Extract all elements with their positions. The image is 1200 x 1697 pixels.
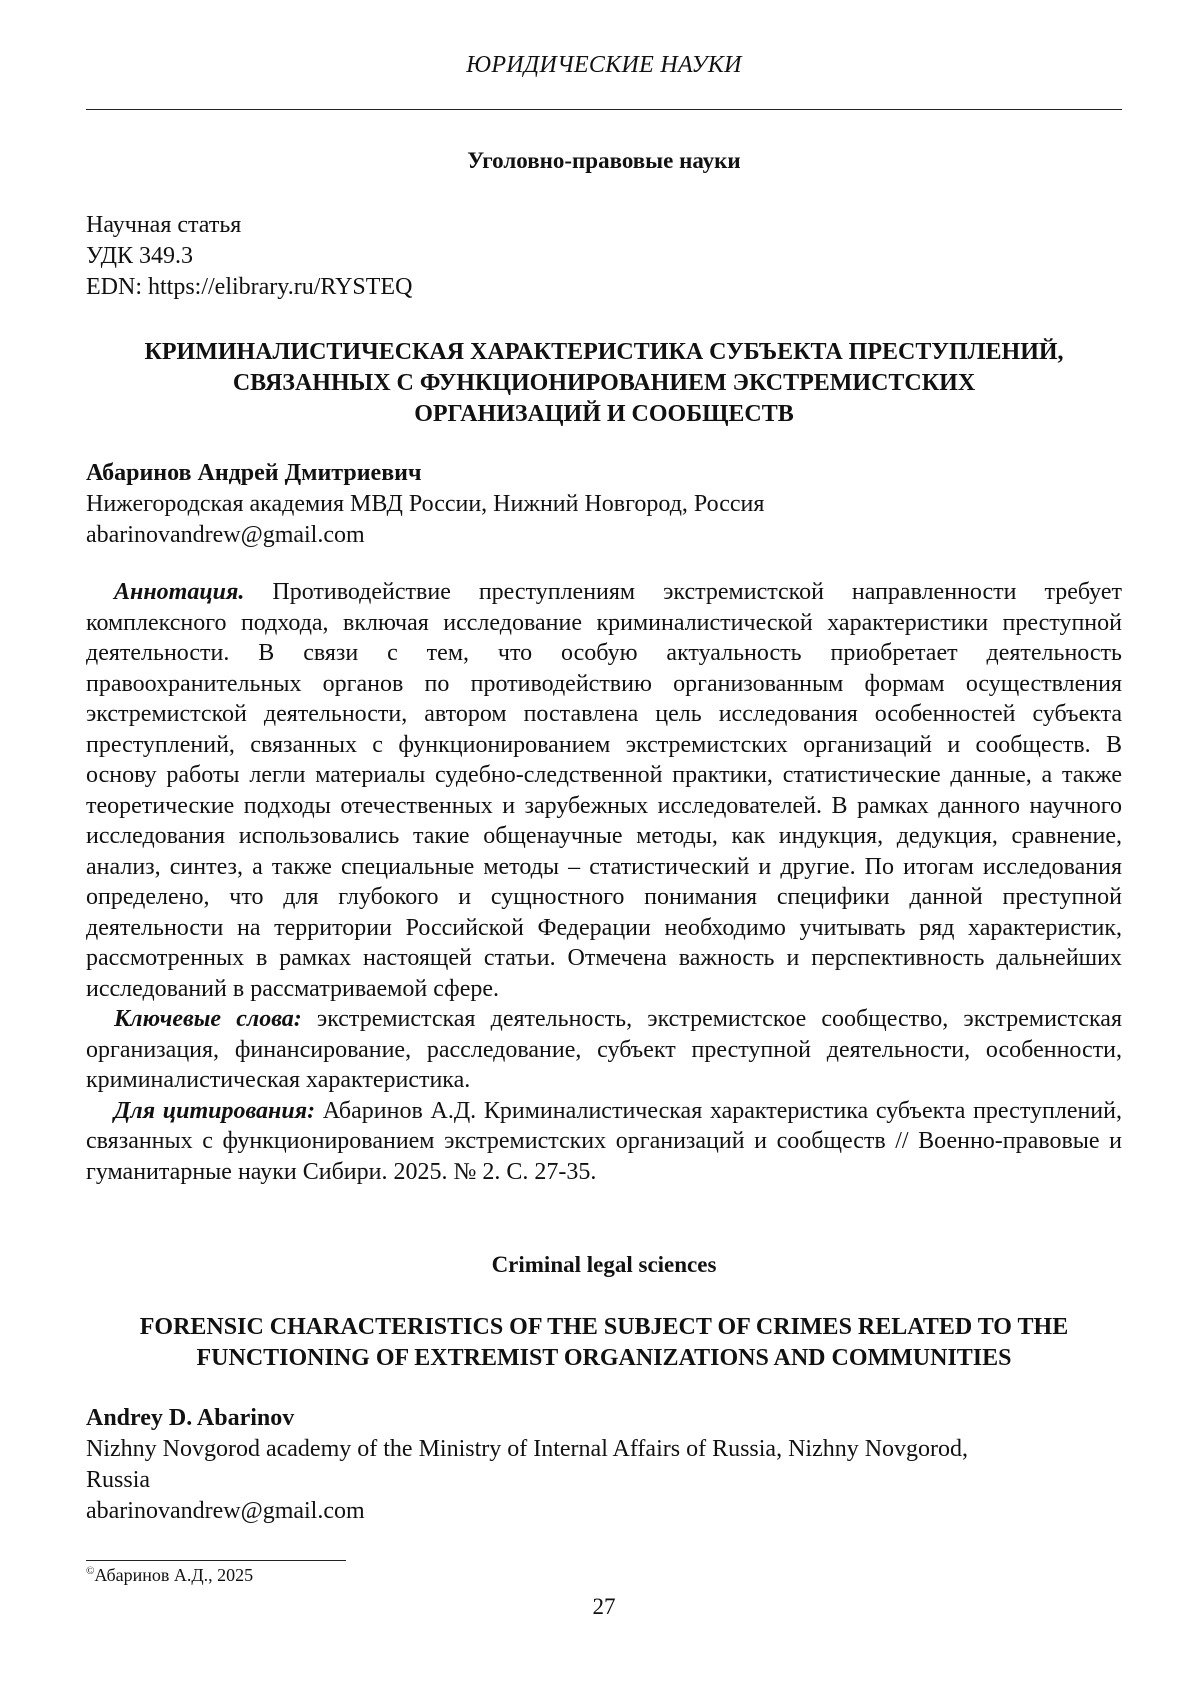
article-udc: УДК 349.3 xyxy=(86,243,193,269)
section-heading-en: Criminal legal sciences xyxy=(491,1252,717,1277)
copyright-mark: © xyxy=(86,1565,95,1577)
author-email: abarinovandrew@gmail.com xyxy=(86,522,365,548)
abstract-label: Аннотация. xyxy=(114,579,245,605)
article-meta xyxy=(86,210,412,303)
keywords-label: Ключевые слова: xyxy=(114,1006,302,1032)
author-name-en: Andrey D. Abarinov xyxy=(86,1405,295,1431)
keywords-paragraph xyxy=(86,1004,1122,1096)
footnote-divider xyxy=(86,1560,346,1561)
page-number: 27 xyxy=(592,1594,616,1619)
author-name: Абаринов Андрей Дмитриевич xyxy=(86,460,422,486)
article-edn: EDN: https://elibrary.ru/RYSTEQ xyxy=(86,274,413,300)
title-ru-line: СВЯЗАННЫХ С ФУНКЦИОНИРОВАНИЕМ ЭКСТРЕМИСТСКИХ xyxy=(232,370,976,396)
author-block-ru xyxy=(86,458,1122,551)
abstract-text: Противодействие преступлениям экстремистской направленности требует комплексного подхода, включая исследование криминалистической характеристики преступной деятельности. В связи с тем, что особую актуальность приобретает деятельность правоохранительных органов по противодействию организованным формам осуществления экстремистской деятельности, автором поставлена цель исследования особенностей субъекта преступлений, связанных с функционированием экстремистских организаций и сообществ. В основу работы легли материалы судебно-следственной практики, статистические данные, а также теоретические подходы отечественных и зарубежных исследователей. В рамках данного научного исследования использовались такие общенаучные методы, как индукция, дедукция, сравнение, анализ, синтез, а также специальные методы – статистический и другие. По итогам исследования определено, что для глубокого и сущностного понимания специфики данной преступной деятельности на территории Российской Федерации необходимо учитывать ряд характеристик, рассмотренных в рамках настоящей статьи. Отмечена важность и перспективность дальнейших исследований в рассматриваемой сфере. xyxy=(86,579,1122,1002)
copyright-footnote xyxy=(86,1565,253,1586)
author-affiliation-en: Nizhny Novgorod academy of the Ministry of Internal Affairs of Russia, Nizhny Novgorod, xyxy=(86,1436,969,1462)
title-en-line: FORENSIC CHARACTERISTICS OF THE SUBJECT OF CRIMES RELATED TO THE xyxy=(139,1314,1069,1340)
citation-label: Для цитирования: xyxy=(114,1097,316,1124)
section-heading-ru: Уголовно-правовые науки xyxy=(467,148,741,173)
author-affiliation-en: Russia xyxy=(86,1467,151,1493)
citation-paragraph xyxy=(86,1096,1122,1188)
author-email-en: abarinovandrew@gmail.com xyxy=(86,1498,365,1524)
article-type: Научная статья xyxy=(86,212,242,238)
copyright-text: Абаринов А.Д., 2025 xyxy=(94,1565,254,1585)
article-title-ru xyxy=(86,337,1122,430)
abstract-paragraph xyxy=(86,577,1122,1004)
author-block-en xyxy=(86,1403,1122,1527)
title-ru-line: ОРГАНИЗАЦИЙ И СООБЩЕСТВ xyxy=(414,401,794,427)
journal-section-header: ЮРИДИЧЕСКИЕ НАУКИ xyxy=(466,52,742,78)
keywords-text: экстремистская деятельность, экстремистское сообщество, экстремистская организация, финансирование, расследование, субъект преступной деятельности, особенности, криминалистическая характеристика. xyxy=(86,1006,1122,1093)
title-en-line: FUNCTIONING OF EXTREMIST ORGANIZATIONS AND COMMUNITIES xyxy=(196,1345,1012,1371)
citation-text: Абаринов А.Д. Криминалистическая характеристика субъекта преступлений, связанных с функционированием экстремистских организаций и сообществ // Военно-правовые и гуманитарные науки Сибири. 2025. № 2. С. 27-35. xyxy=(86,1097,1122,1185)
article-title-en xyxy=(86,1312,1122,1374)
title-ru-line: КРИМИНАЛИСТИЧЕСКАЯ ХАРАКТЕРИСТИКА СУБЪЕКТА ПРЕСТУПЛЕНИЙ, xyxy=(144,339,1064,365)
abstract-block xyxy=(86,577,1122,1187)
author-affiliation: Нижегородская академия МВД России, Нижний Новгород, Россия xyxy=(86,491,765,517)
header-divider xyxy=(86,109,1122,110)
